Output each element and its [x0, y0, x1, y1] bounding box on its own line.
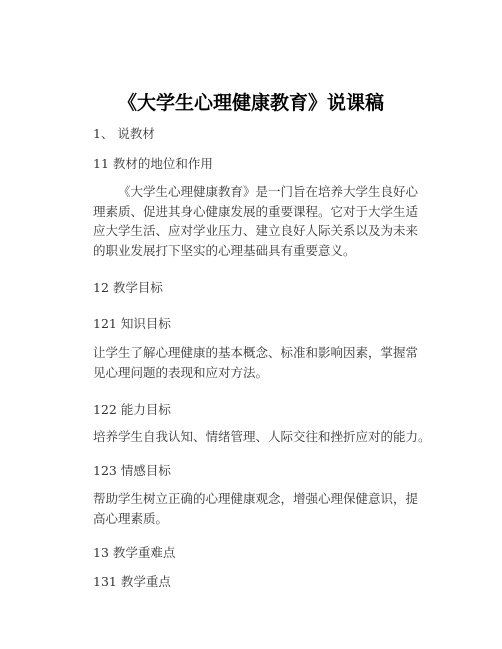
paragraph-status-role	[93, 182, 429, 260]
heading-1-3-key-difficulties: 13 教学重难点	[93, 545, 176, 560]
paragraph-text: 培养学生自我认知、情绪管理、人际交往和挫折应对的能力。	[93, 429, 431, 444]
heading-1-3-1-key-points: 131 教学重点	[93, 574, 171, 589]
heading-1-2-2-ability-goals: 122 能力目标	[93, 402, 171, 417]
paragraph-text: 让学生了解心理健康的基本概念、标准和影响因素，掌握常见心理问题的表现和应对方法。	[93, 345, 419, 380]
heading-1-2-teaching-goals: 12 教学目标	[93, 280, 163, 295]
paragraph-emotional-goals	[93, 489, 429, 528]
document-title: 《大学生心理健康教育》说课稿	[117, 92, 384, 114]
heading-1-textbook: 1、 说教材	[93, 126, 155, 141]
paragraph-knowledge-goals	[93, 343, 429, 382]
heading-1-2-3-emotional-goals: 123 情感目标	[93, 463, 171, 478]
heading-1-2-1-knowledge-goals: 121 知识目标	[93, 316, 171, 331]
paragraph-ability-goals	[93, 427, 453, 447]
heading-1-1-status-role: 11 教材的地位和作用	[93, 156, 213, 171]
paragraph-text: 帮助学生树立正确的心理健康观念，增强心理保健意识，提高心理素质。	[93, 491, 419, 526]
paragraph-text: 《大学生心理健康教育》是一门旨在培养大学生良好心理素质、促进其身心健康发展的重要课程。它对于大学生适应大学生活、应对学业压力、建立良好人际关系以及为未来的职业发展打下坚实的心理基础具有重要意义。	[93, 184, 419, 258]
